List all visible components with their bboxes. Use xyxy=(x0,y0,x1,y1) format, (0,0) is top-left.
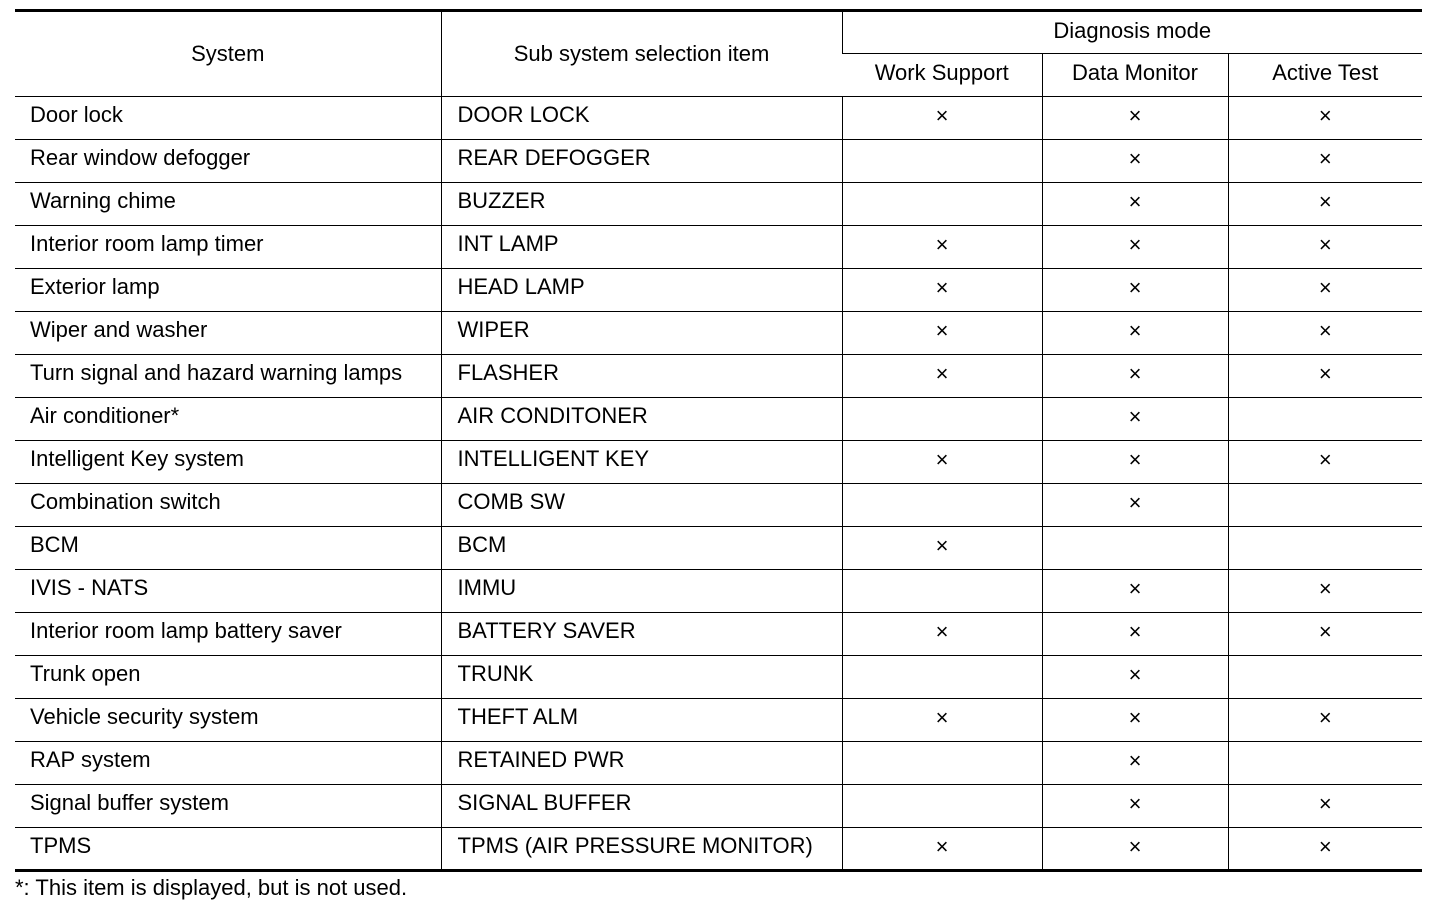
active-test-cell: × xyxy=(1228,226,1422,269)
data-monitor-cell: × xyxy=(1042,183,1228,226)
sub-system-cell: DOOR LOCK xyxy=(441,97,842,140)
system-cell: BCM xyxy=(15,527,441,570)
sub-system-cell: TPMS (AIR PRESSURE MONITOR) xyxy=(441,828,842,871)
system-cell: Intelligent Key system xyxy=(15,441,441,484)
header-sub-system: Sub system selection item xyxy=(441,11,842,97)
sub-system-cell: TRUNK xyxy=(441,656,842,699)
table-row xyxy=(15,140,1422,183)
sub-system-cell: RETAINED PWR xyxy=(441,742,842,785)
system-cell: Interior room lamp battery saver xyxy=(15,613,441,656)
table-row xyxy=(15,226,1422,269)
data-monitor-cell: × xyxy=(1042,140,1228,183)
sub-system-cell: REAR DEFOGGER xyxy=(441,140,842,183)
system-cell: RAP system xyxy=(15,742,441,785)
work-support-cell xyxy=(842,484,1042,527)
data-monitor-cell: × xyxy=(1042,312,1228,355)
table-header xyxy=(15,11,1422,97)
active-test-cell: × xyxy=(1228,312,1422,355)
data-monitor-cell: × xyxy=(1042,269,1228,312)
data-monitor-cell: × xyxy=(1042,441,1228,484)
sub-system-cell: SIGNAL BUFFER xyxy=(441,785,842,828)
data-monitor-cell: × xyxy=(1042,355,1228,398)
header-diagnosis-mode: Diagnosis mode xyxy=(842,11,1422,54)
table-row xyxy=(15,97,1422,140)
data-monitor-cell: × xyxy=(1042,785,1228,828)
data-monitor-cell: × xyxy=(1042,828,1228,871)
active-test-cell: × xyxy=(1228,828,1422,871)
data-monitor-cell: × xyxy=(1042,226,1228,269)
work-support-cell xyxy=(842,183,1042,226)
active-test-cell: × xyxy=(1228,613,1422,656)
active-test-cell xyxy=(1228,398,1422,441)
work-support-cell: × xyxy=(842,226,1042,269)
sub-system-cell: BATTERY SAVER xyxy=(441,613,842,656)
table-row xyxy=(15,613,1422,656)
system-cell: Wiper and washer xyxy=(15,312,441,355)
work-support-cell: × xyxy=(842,97,1042,140)
work-support-cell xyxy=(842,785,1042,828)
work-support-cell: × xyxy=(842,441,1042,484)
system-cell: Warning chime xyxy=(15,183,441,226)
table-row xyxy=(15,355,1422,398)
header-active-test: Active Test xyxy=(1228,54,1422,97)
diagnosis-table-container xyxy=(15,9,1422,872)
active-test-cell: × xyxy=(1228,269,1422,312)
sub-system-cell: FLASHER xyxy=(441,355,842,398)
table-row xyxy=(15,183,1422,226)
sub-system-cell: AIR CONDITONER xyxy=(441,398,842,441)
system-cell: Rear window defogger xyxy=(15,140,441,183)
table-row xyxy=(15,269,1422,312)
table-row xyxy=(15,742,1422,785)
system-cell: Air conditioner* xyxy=(15,398,441,441)
work-support-cell: × xyxy=(842,527,1042,570)
table-body xyxy=(15,97,1422,871)
data-monitor-cell: × xyxy=(1042,656,1228,699)
active-test-cell: × xyxy=(1228,140,1422,183)
table-row xyxy=(15,828,1422,871)
sub-system-cell: WIPER xyxy=(441,312,842,355)
table-row xyxy=(15,570,1422,613)
sub-system-cell: INT LAMP xyxy=(441,226,842,269)
system-cell: Turn signal and hazard warning lamps xyxy=(15,355,441,398)
table-row xyxy=(15,527,1422,570)
data-monitor-cell: × xyxy=(1042,398,1228,441)
work-support-cell xyxy=(842,742,1042,785)
sub-system-cell: HEAD LAMP xyxy=(441,269,842,312)
table-row xyxy=(15,484,1422,527)
active-test-cell xyxy=(1228,656,1422,699)
table-row xyxy=(15,699,1422,742)
sub-system-cell: THEFT ALM xyxy=(441,699,842,742)
active-test-cell: × xyxy=(1228,441,1422,484)
sub-system-cell: BUZZER xyxy=(441,183,842,226)
system-cell: Combination switch xyxy=(15,484,441,527)
sub-system-cell: COMB SW xyxy=(441,484,842,527)
header-work-support: Work Support xyxy=(842,54,1042,97)
header-data-monitor: Data Monitor xyxy=(1042,54,1228,97)
work-support-cell xyxy=(842,570,1042,613)
data-monitor-cell: × xyxy=(1042,613,1228,656)
data-monitor-cell: × xyxy=(1042,484,1228,527)
work-support-cell: × xyxy=(842,613,1042,656)
active-test-cell: × xyxy=(1228,570,1422,613)
header-system: System xyxy=(15,11,441,97)
system-cell: Trunk open xyxy=(15,656,441,699)
system-cell: IVIS - NATS xyxy=(15,570,441,613)
active-test-cell: × xyxy=(1228,355,1422,398)
work-support-cell: × xyxy=(842,699,1042,742)
work-support-cell: × xyxy=(842,355,1042,398)
data-monitor-cell: × xyxy=(1042,742,1228,785)
footnote: *: This item is displayed, but is not used. xyxy=(15,875,408,900)
data-monitor-cell: × xyxy=(1042,699,1228,742)
system-cell: Vehicle security system xyxy=(15,699,441,742)
work-support-cell: × xyxy=(842,269,1042,312)
system-cell: Interior room lamp timer xyxy=(15,226,441,269)
active-test-cell: × xyxy=(1228,97,1422,140)
work-support-cell xyxy=(842,398,1042,441)
data-monitor-cell: × xyxy=(1042,570,1228,613)
system-cell: Exterior lamp xyxy=(15,269,441,312)
table-row xyxy=(15,312,1422,355)
table-row xyxy=(15,398,1422,441)
active-test-cell xyxy=(1228,527,1422,570)
system-cell: Signal buffer system xyxy=(15,785,441,828)
table-row xyxy=(15,656,1422,699)
active-test-cell xyxy=(1228,484,1422,527)
work-support-cell: × xyxy=(842,828,1042,871)
system-cell: Door lock xyxy=(15,97,441,140)
active-test-cell: × xyxy=(1228,699,1422,742)
work-support-cell xyxy=(842,140,1042,183)
table-row xyxy=(15,785,1422,828)
active-test-cell: × xyxy=(1228,785,1422,828)
diagnosis-table xyxy=(15,9,1422,872)
table-row xyxy=(15,441,1422,484)
work-support-cell: × xyxy=(842,312,1042,355)
system-cell: TPMS xyxy=(15,828,441,871)
data-monitor-cell xyxy=(1042,527,1228,570)
sub-system-cell: IMMU xyxy=(441,570,842,613)
sub-system-cell: BCM xyxy=(441,527,842,570)
data-monitor-cell: × xyxy=(1042,97,1228,140)
active-test-cell xyxy=(1228,742,1422,785)
work-support-cell xyxy=(842,656,1042,699)
sub-system-cell: INTELLIGENT KEY xyxy=(441,441,842,484)
active-test-cell: × xyxy=(1228,183,1422,226)
